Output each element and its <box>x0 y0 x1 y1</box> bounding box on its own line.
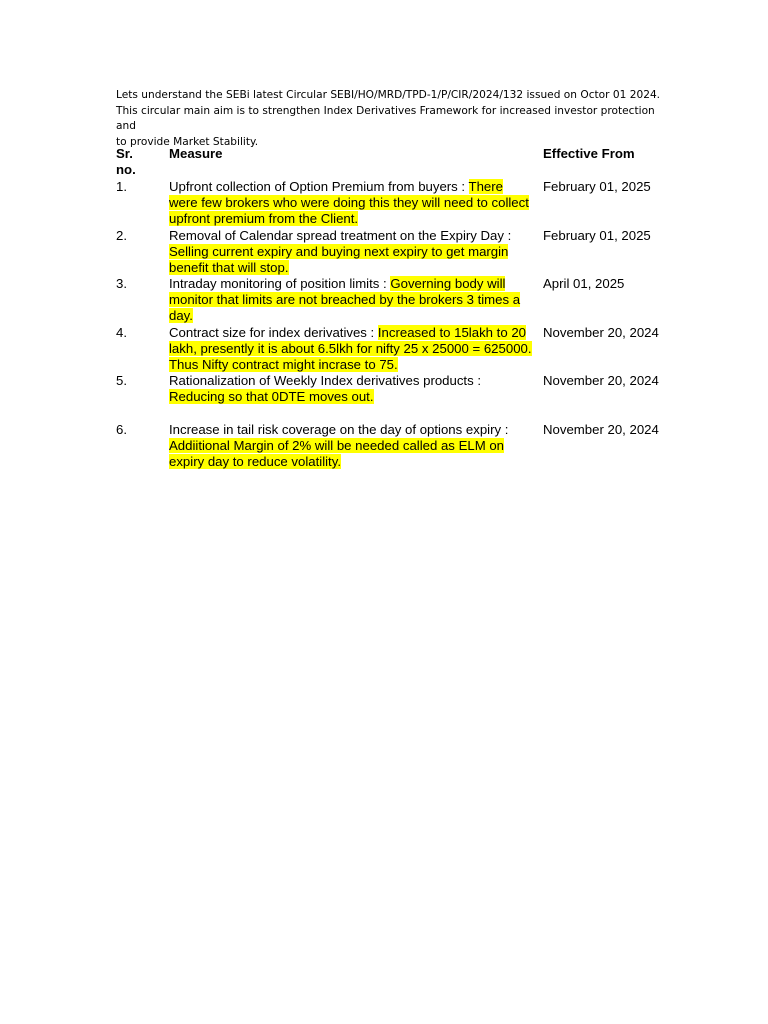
measure-text: Removal of Calendar spread treatment on the Expiry Day : <box>169 227 512 243</box>
row-sr-no: 1. <box>116 179 127 194</box>
row-measure <box>165 276 539 325</box>
row-effective-date: November 20, 2024 <box>543 324 659 340</box>
row-measure <box>165 228 539 277</box>
measure-text: Contract size for index derivatives : <box>169 324 378 340</box>
measure-text: Rationalization of Weekly Index derivatives products : <box>169 373 482 389</box>
row-effective-date: April 01, 2025 <box>543 276 625 292</box>
row-sr-no: 4. <box>116 324 127 340</box>
measure-text: Increase in tail risk coverage on the day of options expiry : <box>169 421 509 437</box>
row-measure <box>165 179 539 228</box>
measures-table <box>112 144 672 471</box>
header-sr-no: Sr. no. <box>116 146 136 177</box>
header-measure: Measure <box>169 146 223 161</box>
row-effective-date: February 01, 2025 <box>543 227 651 243</box>
row-measure <box>165 325 539 374</box>
row-sr-no: 6. <box>116 421 127 437</box>
measure-text: Intraday monitoring of position limits : <box>169 276 391 292</box>
row-sr-no: 3. <box>116 276 127 292</box>
row-sr-no: 2. <box>116 227 127 243</box>
table-header-row <box>112 144 672 179</box>
intro-line-1: Lets understand the SEBi latest Circular SEBI/HO/MRD/TPD-1/P/CIR/2024/132 issued on Octor 01 2024. <box>116 89 661 101</box>
row-effective-date: November 20, 2024 <box>543 373 659 389</box>
intro-line-2: This circular main aim is to strengthen Index Derivatives Framework for increased investor protection and <box>116 104 655 132</box>
table-row <box>112 325 672 374</box>
highlighted-note: Selling current expiry and buying next expiry to get margin benefit that will stop. <box>169 243 509 275</box>
row-effective-date: November 20, 2024 <box>543 421 659 437</box>
measure-text: Upfront collection of Option Premium from buyers : <box>169 179 469 194</box>
row-sr-no: 5. <box>116 373 127 389</box>
row-measure <box>165 373 539 422</box>
table-row <box>112 276 672 325</box>
highlighted-note: There were few brokers who were doing this they will need to collect upfront premium from the Client. <box>169 179 529 226</box>
highlighted-note: Increased to 15lakh to 20 lakh, presently it is about 6.5lkh for nifty 25 x 25000 = 625000. Thus Nifty contract might incrase to 75. <box>169 324 532 372</box>
table-row <box>112 179 672 228</box>
table-row <box>112 228 672 277</box>
highlighted-note: Governing body will monitor that limits are not breached by the brokers 3 times a day. <box>169 276 521 324</box>
row-effective-date: February 01, 2025 <box>543 179 651 194</box>
header-effective-from: Effective From <box>543 146 635 161</box>
highlighted-note: Reducing so that 0DTE moves out. <box>169 389 374 405</box>
table-row <box>112 373 672 422</box>
highlighted-note: Addiitional Margin of 2% will be needed called as ELM on expiry day to reduce volatility. <box>169 437 505 469</box>
row-measure <box>165 422 539 471</box>
intro-line-3: to provide Market Stability. <box>116 135 259 148</box>
intro-paragraph <box>116 88 676 150</box>
table-row <box>112 422 672 471</box>
